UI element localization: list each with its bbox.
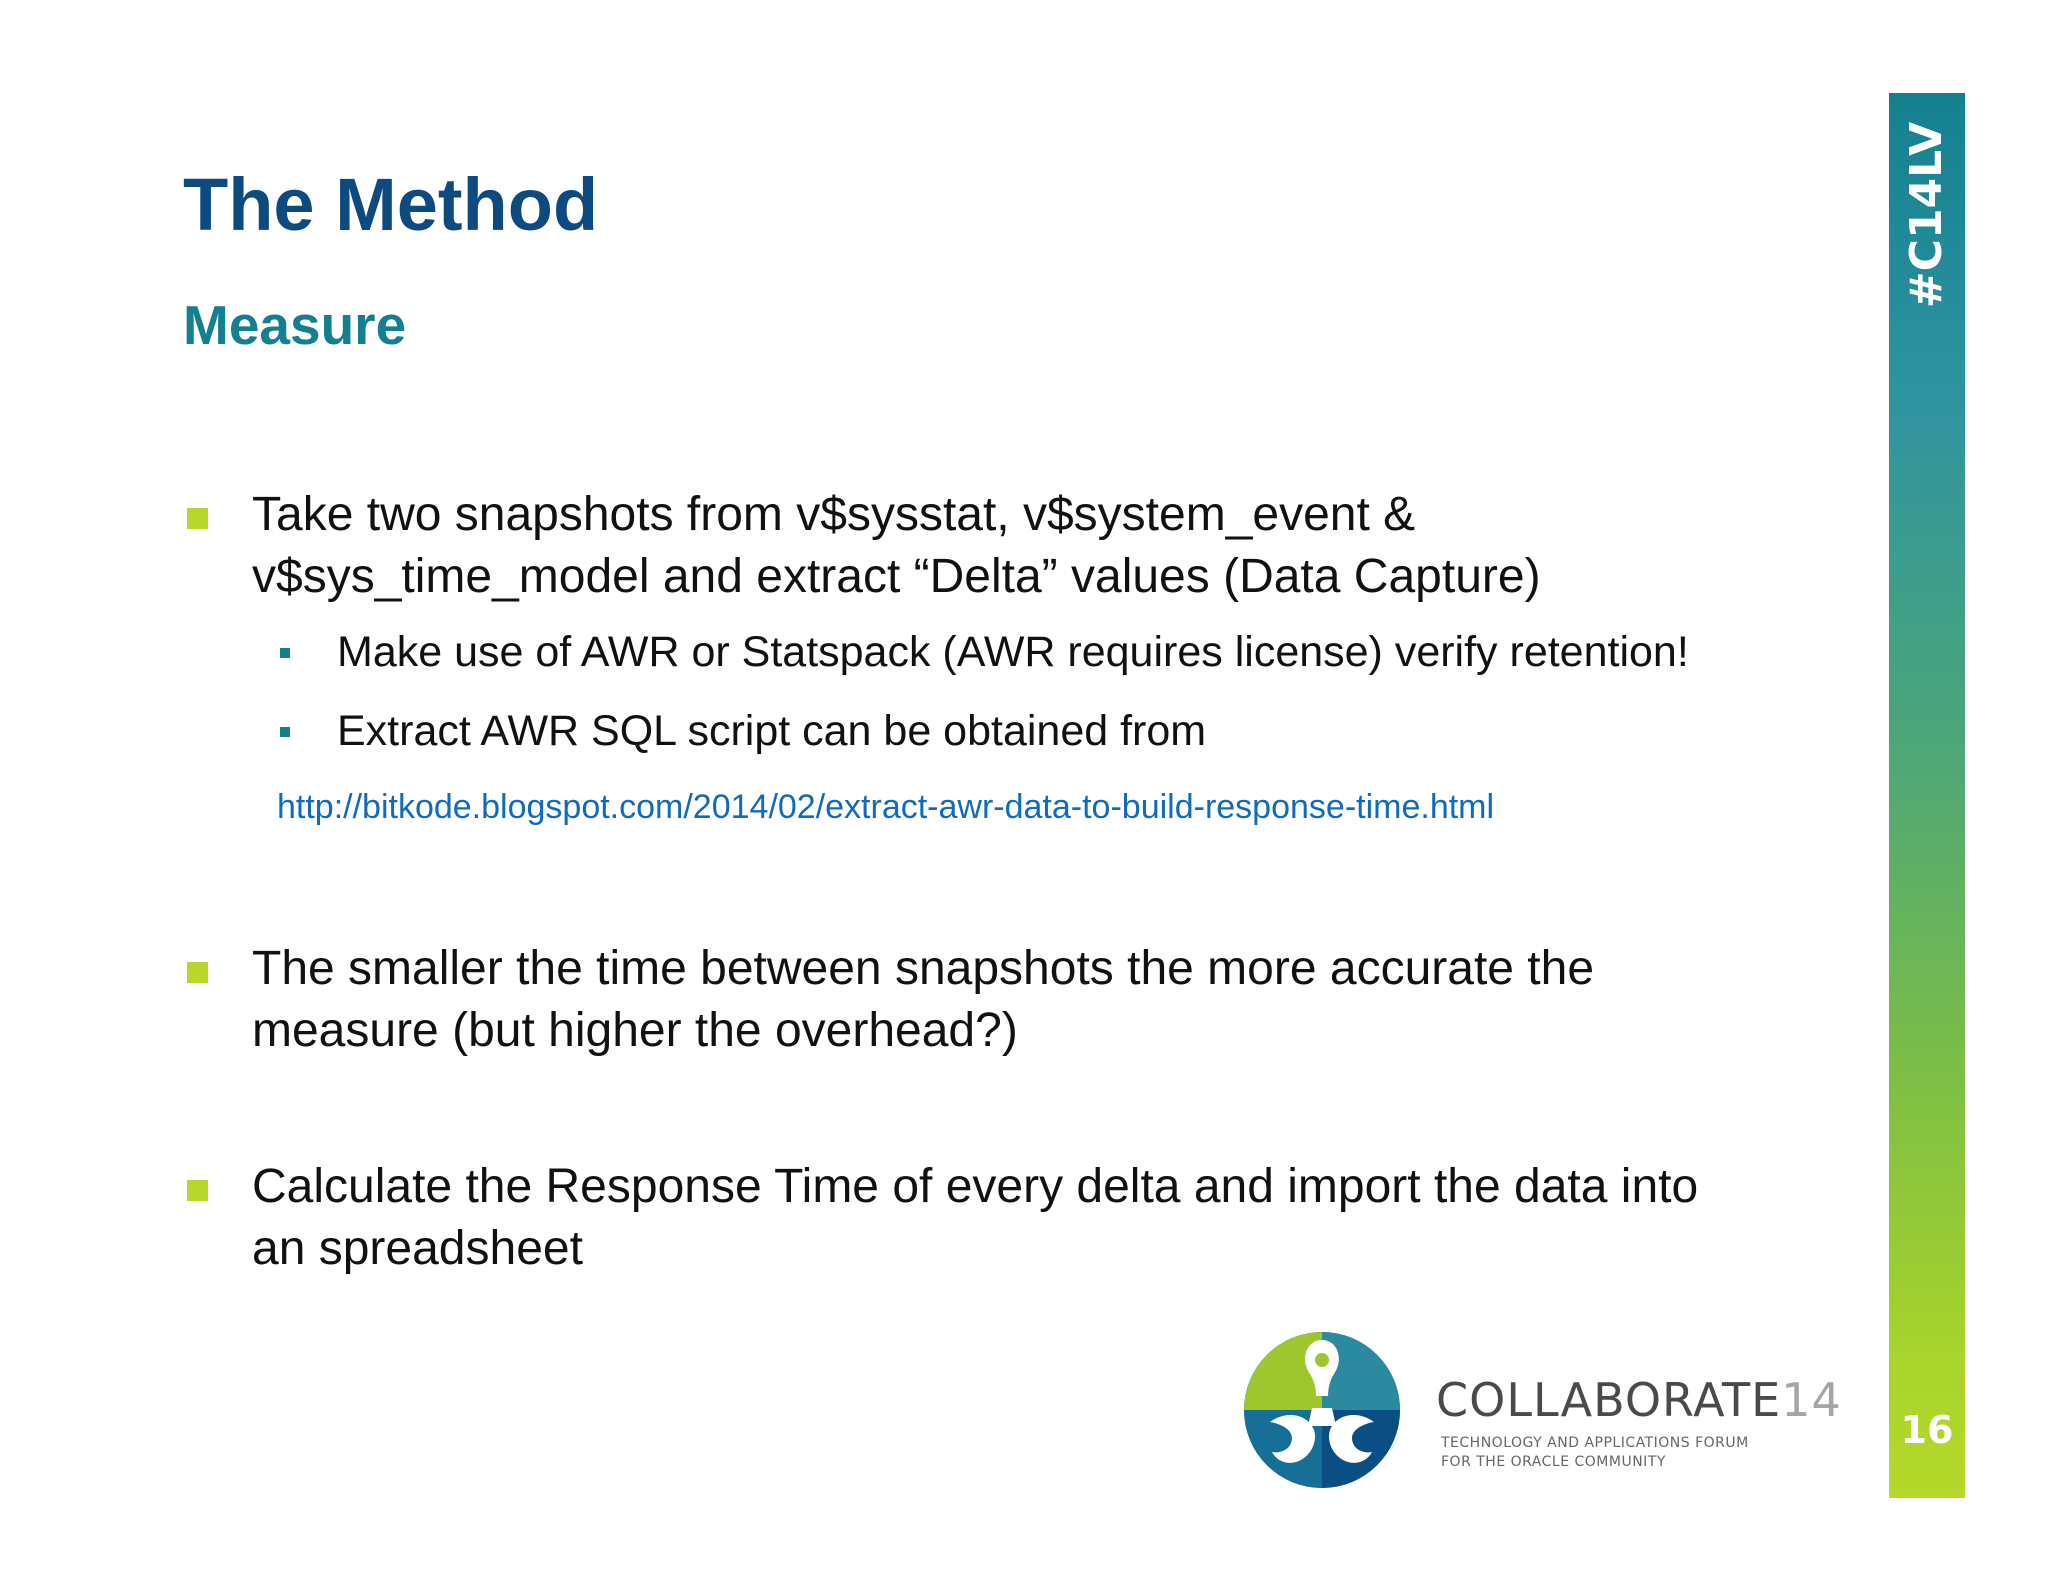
logo-number: 14: [1781, 1373, 1842, 1427]
bullet-text: [252, 1156, 1842, 1280]
bullet-text: [252, 938, 1842, 1062]
collaborate-logo-icon: [1242, 1330, 1402, 1490]
logo-tagline-line: TECHNOLOGY AND APPLICATIONS FORUM: [1441, 1435, 1749, 1451]
bullet-line: an spreadsheet: [252, 1222, 583, 1275]
bullet-line: The smaller the time between snapshots the more accurate the: [252, 942, 1595, 995]
sub-bullet-square-icon: [280, 727, 290, 737]
sub-bullet-text: Extract AWR SQL script can be obtained from: [337, 707, 1207, 755]
logo-tagline-line: FOR THE ORACLE COMMUNITY: [1441, 1454, 1666, 1470]
bullet-line: measure (but higher the overhead?): [252, 1004, 1018, 1057]
sub-bullet-text: Make use of AWR or Statspack (AWR requires license) verify retention!: [337, 628, 1689, 676]
bullet-line: Calculate the Response Time of every delta and import the data into: [252, 1160, 1699, 1213]
logo-wordmark: [1436, 1372, 1842, 1428]
sub-bullet-square-icon: [280, 648, 290, 658]
bullet-square-icon: [187, 962, 208, 983]
bullet-line: Take two snapshots from v$sysstat, v$system_event &: [252, 488, 1416, 541]
sidebar-hashtag: #C14LV: [1901, 121, 1952, 309]
awr-script-link[interactable]: http://bitkode.blogspot.com/2014/02/extract-awr-data-to-build-response-time.html: [277, 788, 1495, 826]
slide-title: The Method: [183, 163, 599, 246]
slide-subtitle: Measure: [183, 294, 407, 356]
bullet-text: [252, 484, 1842, 608]
bullet-line: v$sys_time_model and extract “Delta” values (Data Capture): [252, 550, 1541, 603]
bullet-square-icon: [187, 1180, 208, 1201]
bullet-square-icon: [187, 508, 208, 529]
logo-tagline: [1441, 1434, 1749, 1472]
logo-word-text: COLLABORATE: [1436, 1373, 1782, 1427]
page-number: 16: [1900, 1408, 1954, 1452]
